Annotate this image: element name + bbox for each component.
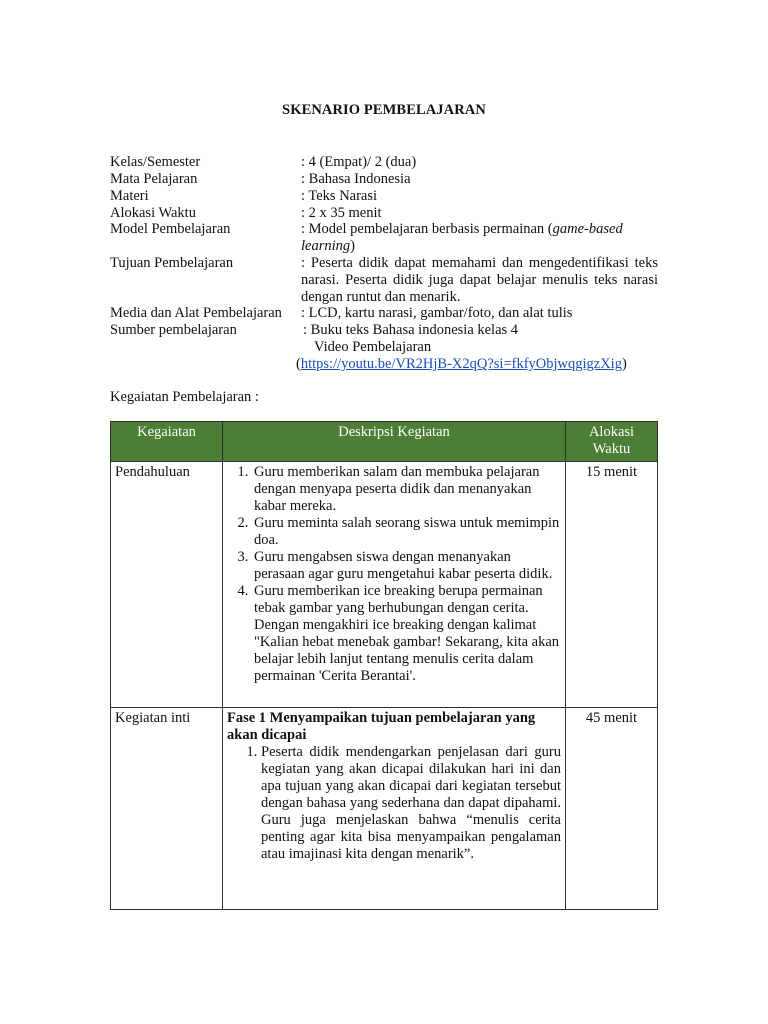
list-item: 3. Guru mengabsen siswa dengan menanyakan perasaan agar guru mengetahui kabar peserta didik. xyxy=(252,549,561,583)
list-item: 1. Guru memberikan salam dan membuka pelajaran dengan menyapa peserta didik dan menanyakan kabar mereka. xyxy=(252,464,561,515)
description-cell xyxy=(223,708,566,910)
info-label: Mata Pelajaran xyxy=(110,171,198,187)
phase-heading: Fase 1 Menyampaikan tujuan pembelajaran yang akan dicapai xyxy=(227,710,536,743)
activity-cell: Kegiatan inti xyxy=(111,708,223,910)
activity-table xyxy=(110,421,658,910)
steps-list xyxy=(227,744,561,863)
list-item: 2. Guru meminta salah seorang siswa untuk memimpin doa. xyxy=(252,515,561,549)
time-cell: 15 menit xyxy=(566,462,658,708)
info-value-2: Video Pembelajaran xyxy=(314,339,432,355)
column-header-activity: Kegaiatan xyxy=(111,422,223,462)
model-suffix: ) xyxy=(350,238,355,254)
description-cell xyxy=(223,462,566,708)
info-value: : 2 x 35 menit xyxy=(301,205,382,221)
info-value xyxy=(301,221,649,255)
model-italic: game-based learning xyxy=(301,221,623,254)
info-value: : Bahasa Indonesia xyxy=(301,171,411,187)
info-value: : Peserta didik dapat memahami dan mengedentifikasi teks narasi. Peserta didik juga dapat belajar menulis teks narasi dengan runtut dan menarik. xyxy=(301,255,658,305)
table-row xyxy=(111,708,658,910)
video-link[interactable]: https://youtu.be/VR2HjB-X2qQ?si=fkfyObjwqgigzXig xyxy=(300,356,622,372)
info-value: : 4 (Empat)/ 2 (dua) xyxy=(301,154,417,170)
table-header-row xyxy=(111,422,658,462)
info-link-line: (https://youtu.be/VR2HjB-X2qQ?si=fkfyObjwqgigzXig) xyxy=(296,356,627,372)
info-label: Alokasi Waktu xyxy=(110,205,196,221)
info-label: Kelas/Semester xyxy=(110,154,201,170)
table-row xyxy=(111,462,658,708)
column-header-description: Deskripsi Kegiatan xyxy=(223,422,566,462)
activity-cell: Pendahuluan xyxy=(111,462,223,708)
section-label: Kegaiatan Pembelajaran : xyxy=(110,389,259,405)
column-header-time: Alokasi Waktu xyxy=(566,422,658,462)
info-label: Sumber pembelajaran xyxy=(110,322,237,338)
model-prefix: : Model pembelajaran berbasis permainan ( xyxy=(301,221,553,237)
info-value: : Teks Narasi xyxy=(301,188,378,204)
info-value: : LCD, kartu narasi, gambar/foto, dan alat tulis xyxy=(301,305,573,321)
steps-list xyxy=(227,464,561,685)
list-item: 1. Peserta didik mendengarkan penjelasan dari guru kegiatan yang akan dicapai dilakukan hari ini dan apa tujuan yang akan dicapai dari kegiatan tersebut dengan bahasa yang sederhana dan dapat dipahami. Guru juga menjelaskan bahwa “menulis cerita penting agar kita bisa menyampaikan pengalaman atau imajinasi kita dengan menarik”. xyxy=(261,744,561,863)
time-cell: 45 menit xyxy=(566,708,658,910)
info-value: : Buku teks Bahasa indonesia kelas 4 xyxy=(303,322,519,338)
info-label: Model Pembelajaran xyxy=(110,221,231,237)
list-item: 4. Guru memberikan ice breaking berupa permainan tebak gambar yang berhubungan dengan cerita. Dengan mengakhiri ice breaking dengan kalimat "Kalian hebat menebak gambar! Sekarang, kita akan belajar lebih lanjut tentang menulis cerita dalam permainan 'Cerita Berantai'. xyxy=(252,583,561,685)
document-title: SKENARIO PEMBELAJARAN xyxy=(282,102,486,118)
info-label: Tujuan Pembelajaran xyxy=(110,255,234,271)
info-label: Media dan Alat Pembelajaran xyxy=(110,305,282,321)
info-label: Materi xyxy=(110,188,149,204)
